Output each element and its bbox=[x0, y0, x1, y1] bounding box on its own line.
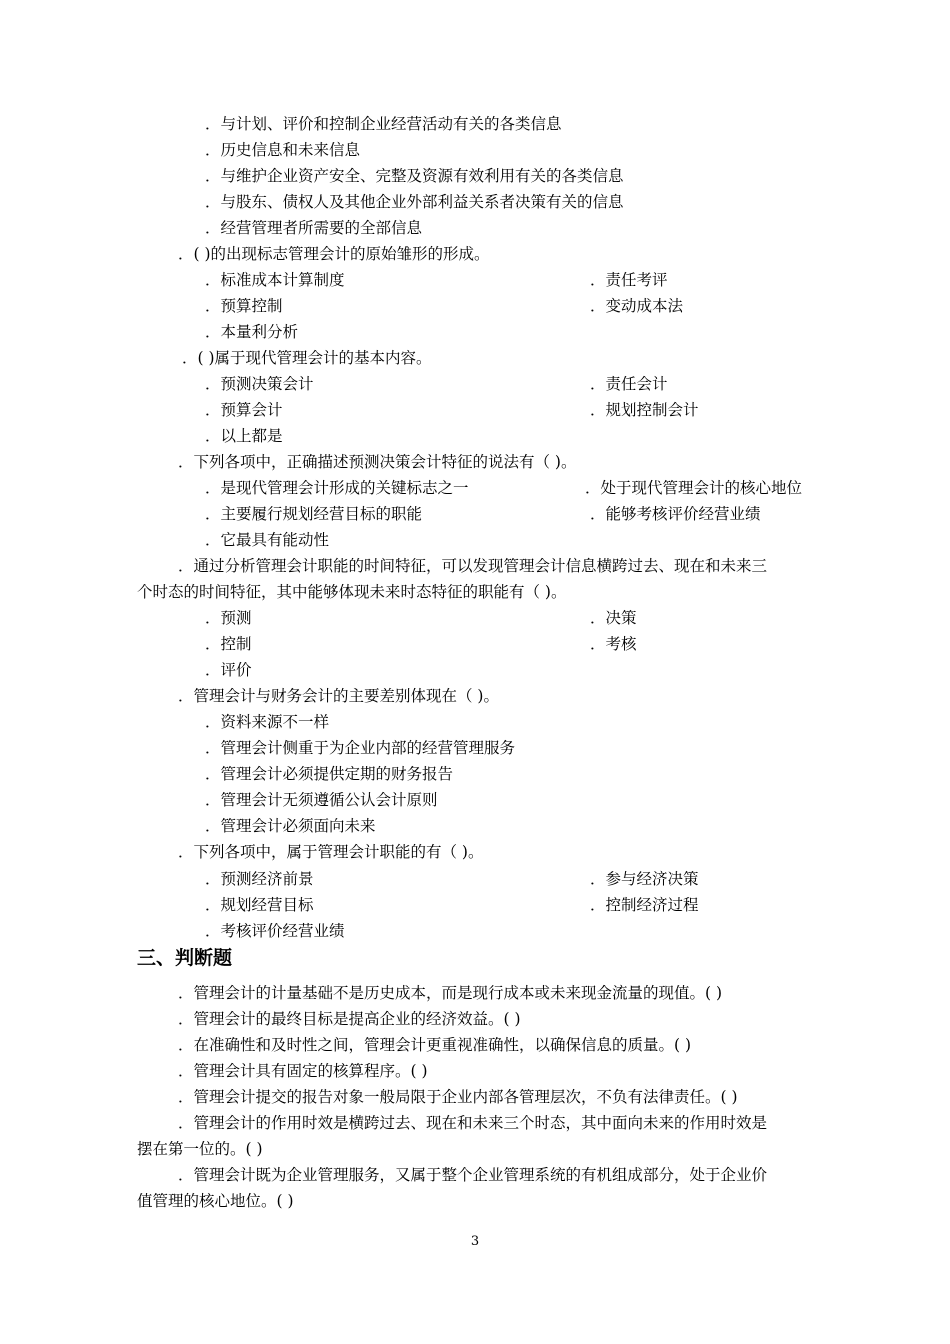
option-line: ．处于现代管理会计的核心地位 bbox=[585, 479, 803, 497]
option-line: ．经营管理者所需要的全部信息 bbox=[205, 219, 423, 237]
question-text: ．管理会计与财务会计的主要差别体现在（ )。 bbox=[178, 687, 499, 705]
option-line: ．管理会计侧重于为企业内部的经营管理服务 bbox=[205, 739, 516, 757]
option-line: ．责任会计 bbox=[590, 375, 668, 393]
tf-item: ．管理会计既为企业管理服务，又属于整个企业管理系统的有机组成部分，处于企业价 bbox=[178, 1166, 768, 1184]
option-line: ．历史信息和未来信息 bbox=[205, 141, 361, 159]
tf-item: ．管理会计的最终目标是提高企业的经济效益。( ) bbox=[178, 1010, 521, 1028]
tf-item: ．管理会计的作用时效是横跨过去、现在和未来三个时态，其中面向未来的作用时效是 bbox=[178, 1114, 768, 1132]
option-line: ．资料来源不一样 bbox=[205, 713, 330, 731]
question-text: ．( )的出现标志管理会计的原始雏形的形成。 bbox=[178, 245, 490, 263]
option-line: ．管理会计无须遵循公认会计原则 bbox=[205, 791, 438, 809]
option-line: ．以上都是 bbox=[205, 427, 283, 445]
option-line: ．规划经营目标 bbox=[205, 896, 314, 914]
option-line: ．预测 bbox=[205, 609, 252, 627]
page-number: 3 bbox=[470, 1234, 480, 1249]
option-line: ．它最具有能动性 bbox=[205, 531, 330, 549]
option-line: ．考核评价经营业绩 bbox=[205, 922, 345, 940]
tf-item-continued: 摆在第一位的。( ) bbox=[137, 1140, 263, 1158]
tf-item: ．在准确性和及时性之间，管理会计更重视准确性，以确保信息的质量。( ) bbox=[178, 1036, 692, 1054]
option-line: ．能够考核评价经营业绩 bbox=[590, 505, 761, 523]
option-line: ．与股东、债权人及其他企业外部利益关系者决策有关的信息 bbox=[205, 193, 624, 211]
option-line: ．管理会计必须提供定期的财务报告 bbox=[205, 765, 454, 783]
tf-item: ．管理会计的计量基础不是历史成本，而是现行成本或未来现金流量的现值。( ) bbox=[178, 984, 723, 1002]
tf-item: ．管理会计具有固定的核算程序。( ) bbox=[178, 1062, 428, 1080]
option-line: ．规划控制会计 bbox=[590, 401, 699, 419]
option-line: ．与计划、评价和控制企业经营活动有关的各类信息 bbox=[205, 115, 562, 133]
option-line: ．主要履行规划经营目标的职能 bbox=[205, 505, 423, 523]
option-line: ．管理会计必须面向未来 bbox=[205, 817, 376, 835]
option-line: ．考核 bbox=[590, 635, 637, 653]
option-line: ．责任考评 bbox=[590, 271, 668, 289]
option-line: ．评价 bbox=[205, 661, 252, 679]
option-line: ．与维护企业资产安全、完整及资源有效利用有关的各类信息 bbox=[205, 167, 624, 185]
question-text: ．下列各项中，属于管理会计职能的有（ )。 bbox=[178, 843, 484, 861]
option-line: ．控制 bbox=[205, 635, 252, 653]
option-line: ．变动成本法 bbox=[590, 297, 684, 315]
option-line: ．预算会计 bbox=[205, 401, 283, 419]
tf-item-continued: 值管理的核心地位。( ) bbox=[137, 1192, 294, 1210]
tf-item: ．管理会计提交的报告对象一般局限于企业内部各管理层次，不负有法律责任。( ) bbox=[178, 1088, 738, 1106]
question-text: ．( )属于现代管理会计的基本内容。 bbox=[182, 349, 432, 367]
option-line: ．参与经济决策 bbox=[590, 870, 699, 888]
option-line: ．决策 bbox=[590, 609, 637, 627]
question-text-continued: 个时态的时间特征，其中能够体现未来时态特征的职能有（ )。 bbox=[137, 583, 567, 601]
option-line: ．预算控制 bbox=[205, 297, 283, 315]
question-text: ．下列各项中，正确描述预测决策会计特征的说法有（ )。 bbox=[178, 453, 577, 471]
option-line: ．预测决策会计 bbox=[205, 375, 314, 393]
option-line: ．控制经济过程 bbox=[590, 896, 699, 914]
option-line: ．本量利分析 bbox=[205, 323, 299, 341]
section-heading: 三、判断题 bbox=[137, 947, 233, 969]
option-line: ．是现代管理会计形成的关键标志之一 bbox=[205, 479, 469, 497]
question-text: ．通过分析管理会计职能的时间特征，可以发现管理会计信息横跨过去、现在和未来三 bbox=[178, 557, 768, 575]
option-line: ．预测经济前景 bbox=[205, 870, 314, 888]
option-line: ．标准成本计算制度 bbox=[205, 271, 345, 289]
